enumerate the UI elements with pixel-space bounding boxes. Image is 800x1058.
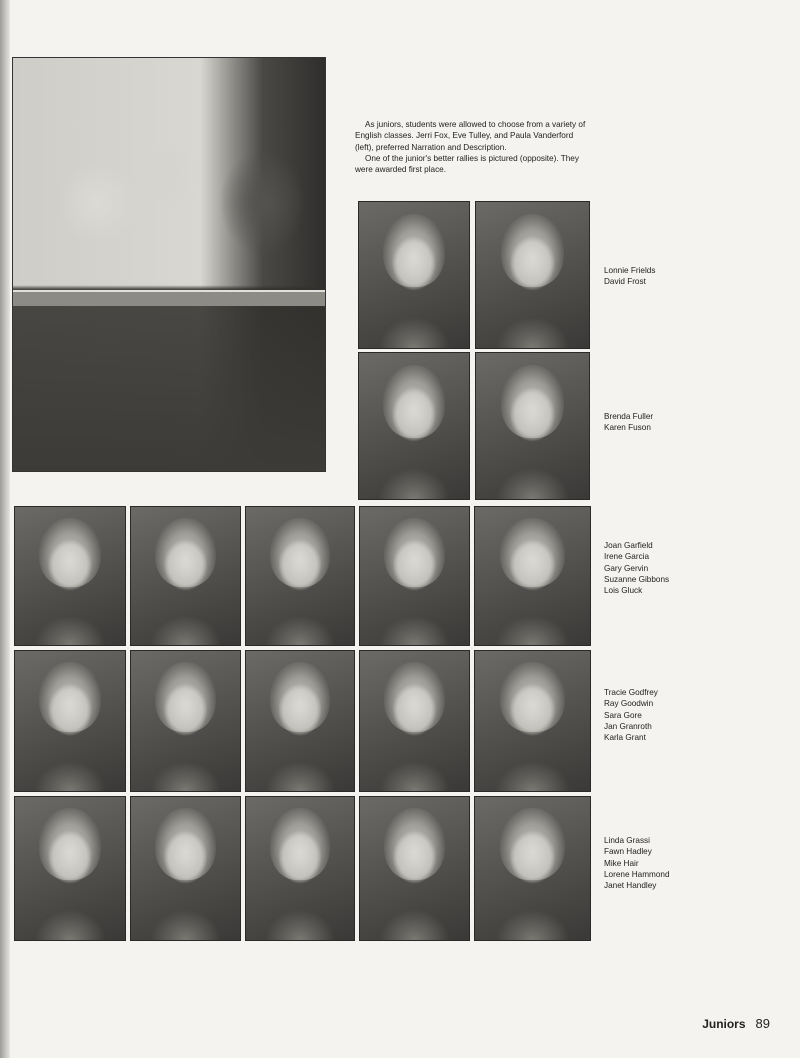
name-list-row-1 — [604, 265, 724, 288]
student-name: Suzanne Gibbons — [604, 574, 670, 584]
name-list-row-4 — [604, 687, 724, 743]
portrait-tracie-godfrey — [14, 650, 126, 792]
portrait-linda-grassi — [14, 796, 126, 941]
portrait-fawn-hadley — [130, 796, 241, 941]
name-list-row-2 — [604, 411, 724, 434]
portrait-brenda-fuller — [358, 352, 470, 500]
student-name: Karen Fuson — [604, 423, 651, 433]
portrait-gary-gervin — [245, 506, 355, 646]
student-name: Lois Gluck — [604, 586, 643, 596]
page-number: 89 — [755, 1016, 770, 1031]
student-name: Lorene Hammond — [604, 869, 670, 879]
student-name: Brenda Fuller — [604, 412, 654, 421]
portrait-sara-gore — [245, 650, 355, 792]
portrait-lonnie-frields — [358, 201, 470, 349]
portrait-lorene-hammond — [359, 796, 470, 941]
student-name: Lonnie Frields — [604, 266, 656, 275]
section-label: Juniors — [702, 1017, 746, 1031]
portrait-suzanne-gibbons — [359, 506, 470, 646]
portrait-lois-gluck — [474, 506, 591, 646]
portrait-janet-handley — [474, 796, 591, 941]
student-name: Linda Grassi — [604, 836, 650, 845]
caption-paragraph-1: As juniors, students were allowed to choose from a variety of English classes. Jerri Fox, Eve Tulley, and Paula Vanderford (left), preferred Narration and Description. — [355, 120, 586, 152]
portrait-karla-grant — [474, 650, 591, 792]
name-list-row-5 — [604, 835, 724, 891]
student-name: Karla Grant — [604, 733, 646, 743]
portrait-joan-garfield — [14, 506, 126, 646]
page-gutter-shadow — [0, 0, 10, 1058]
page-folio — [702, 1016, 770, 1031]
student-name: David Frost — [604, 277, 646, 287]
student-name: Joan Garfield — [604, 541, 653, 550]
student-name: Janet Handley — [604, 881, 657, 891]
classroom-photo — [12, 57, 326, 472]
portrait-ray-goodwin — [130, 650, 241, 792]
student-name: Tracie Godfrey — [604, 688, 658, 697]
student-name: Mike Hair — [604, 858, 639, 868]
portrait-david-frost — [475, 201, 590, 349]
caption-paragraph-2: One of the junior's better rallies is pictured (opposite). They were awarded first place. — [355, 153, 579, 175]
student-name: Gary Gervin — [604, 563, 649, 573]
portrait-jan-granroth — [359, 650, 470, 792]
classroom-desk — [13, 290, 325, 306]
student-name: Jan Granroth — [604, 721, 652, 731]
student-name: Irene Garcia — [604, 552, 650, 562]
portrait-mike-hair — [245, 796, 355, 941]
portrait-irene-garcia — [130, 506, 241, 646]
photo-caption — [355, 119, 589, 175]
portrait-karen-fuson — [475, 352, 590, 500]
student-name: Sara Gore — [604, 710, 642, 720]
student-name: Ray Goodwin — [604, 699, 654, 709]
student-name: Fawn Hadley — [604, 847, 652, 857]
name-list-row-3 — [604, 540, 724, 596]
